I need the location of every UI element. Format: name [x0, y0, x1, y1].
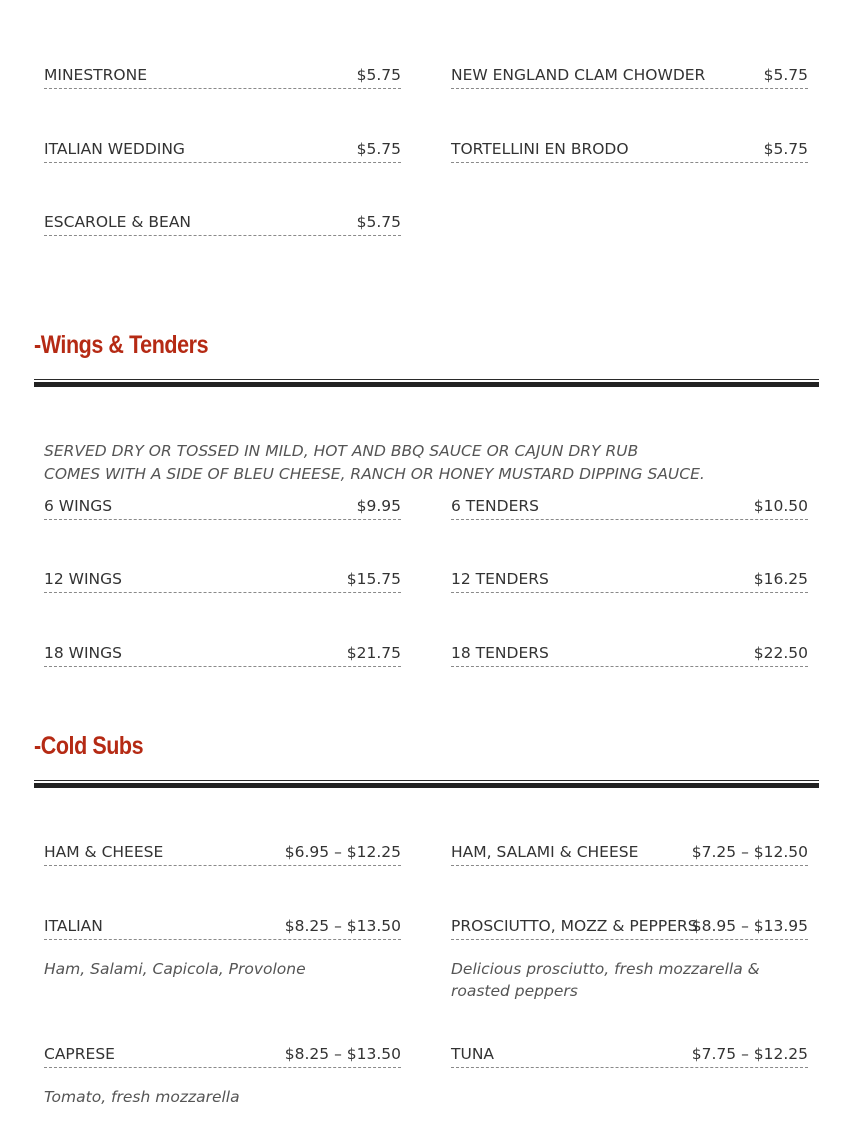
menu-item — [451, 139, 808, 163]
item-name: 12 TENDERS — [451, 570, 549, 588]
item-price: $5.75 — [356, 66, 401, 84]
item-name: 6 WINGS — [44, 497, 113, 515]
item-price: $10.50 — [753, 497, 808, 515]
item-price: $5.75 — [356, 140, 401, 158]
menu-item — [44, 569, 401, 593]
menu-item — [44, 1044, 401, 1068]
menu-item — [451, 1044, 808, 1068]
item-name: PROSCIUTTO, MOZZ & PEPPERS — [451, 917, 698, 935]
wings-note-line-2: COMES WITH A SIDE OF BLEU CHEESE, RANCH OR HONEY MUSTARD DIPPING SAUCE. — [44, 465, 705, 483]
item-price: $22.50 — [753, 644, 808, 662]
item-price: $8.95 – $13.95 — [691, 917, 808, 935]
section-divider — [34, 780, 819, 788]
menu-item — [44, 496, 401, 520]
item-price: $9.95 — [356, 497, 401, 515]
item-name: HAM, SALAMI & CHEESE — [451, 843, 639, 861]
menu-item — [451, 842, 808, 866]
item-price: $5.75 — [763, 140, 808, 158]
item-price: $5.75 — [763, 66, 808, 84]
item-name: 12 WINGS — [44, 570, 122, 588]
menu-item — [44, 212, 401, 236]
menu-item — [451, 569, 808, 593]
menu-item — [44, 139, 401, 163]
item-price: $6.95 – $12.25 — [284, 843, 401, 861]
menu-item — [451, 643, 808, 667]
wings-note-line-1: SERVED DRY OR TOSSED IN MILD, HOT AND BBQ SAUCE OR CAJUN DRY RUB — [44, 442, 639, 460]
item-price: $15.75 — [346, 570, 401, 588]
menu-item — [44, 842, 401, 866]
section-divider — [34, 379, 819, 387]
section-title-cold-subs: -Cold Subs — [34, 732, 144, 760]
menu-item — [451, 65, 808, 89]
item-description: Tomato, fresh mozzarella — [44, 1088, 240, 1106]
item-name: 6 TENDERS — [451, 497, 539, 515]
menu-item — [44, 916, 401, 940]
item-price: $21.75 — [346, 644, 401, 662]
item-name: 18 WINGS — [44, 644, 122, 662]
section-title-wings: -Wings & Tenders — [34, 331, 209, 359]
item-name: TUNA — [451, 1045, 495, 1063]
item-price: $7.25 – $12.50 — [691, 843, 808, 861]
item-price: $7.75 – $12.25 — [691, 1045, 808, 1063]
menu-item — [44, 65, 401, 89]
item-price: $5.75 — [356, 213, 401, 231]
item-price: $16.25 — [753, 570, 808, 588]
item-name: TORTELLINI EN BRODO — [451, 140, 629, 158]
item-name: 18 TENDERS — [451, 644, 549, 662]
item-name: NEW ENGLAND CLAM CHOWDER — [451, 66, 706, 84]
item-description: Delicious prosciutto, fresh mozzarella & roasted peppers — [451, 960, 760, 1000]
item-description: Ham, Salami, Capicola, Provolone — [44, 960, 306, 978]
item-name: MINESTRONE — [44, 66, 147, 84]
item-name: ITALIAN — [44, 917, 103, 935]
menu-item — [451, 496, 808, 520]
item-price: $8.25 – $13.50 — [284, 1045, 401, 1063]
item-name: ESCAROLE & BEAN — [44, 213, 192, 231]
item-name: ITALIAN WEDDING — [44, 140, 185, 158]
menu-item — [44, 643, 401, 667]
item-name: HAM & CHEESE — [44, 843, 164, 861]
item-name: CAPRESE — [44, 1045, 115, 1063]
item-price: $8.25 – $13.50 — [284, 917, 401, 935]
menu-item — [451, 916, 808, 940]
